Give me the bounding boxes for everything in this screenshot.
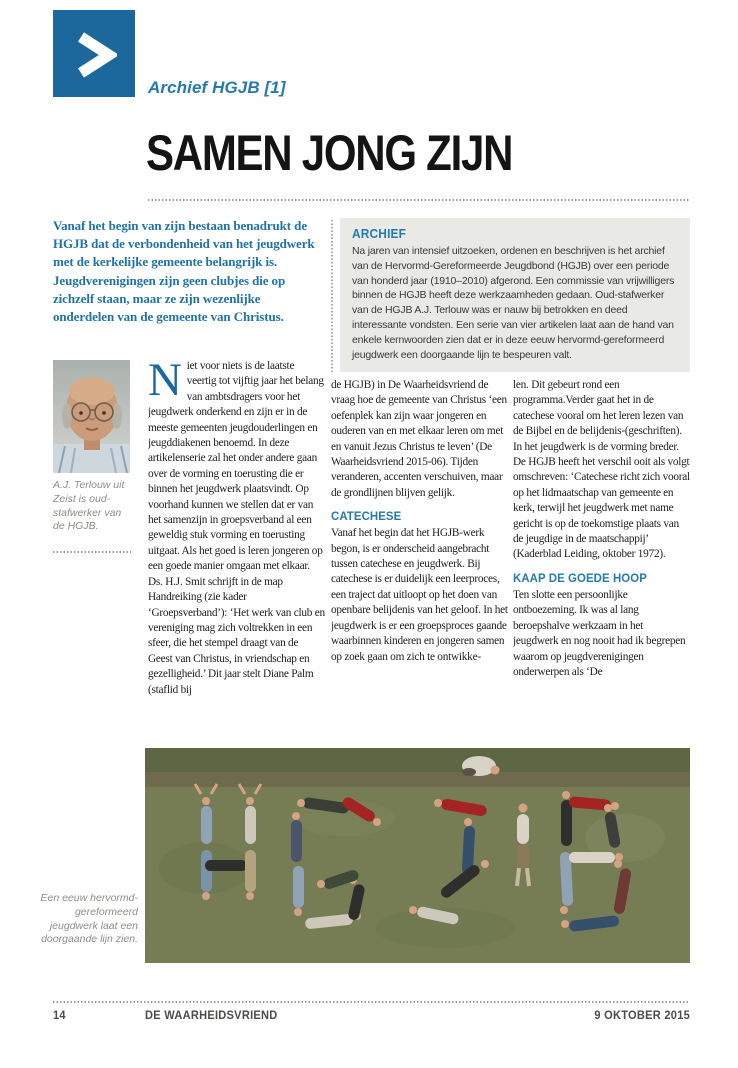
photo-caption: Een eeuw hervormd-gereformeerd jeugdwerk laat een doorgaande lijn zien. (40, 892, 138, 946)
caption-divider (53, 551, 131, 553)
title-divider (148, 199, 690, 201)
group-photo-image (145, 748, 690, 963)
article-column-2 (331, 378, 508, 746)
page-number: 14 (53, 1008, 66, 1022)
article-column-3 (513, 378, 690, 746)
archive-info-box (340, 218, 690, 372)
body-paragraph: de HGJB) in De Waarheidsvriend de vraag hoe de gemeente van Christus ‘een oefenplek kan zijn waar jongeren en ouderen van en met elkaar leren om met en vanuit Jezus Christus te leven’ (De Waarheidsvriend 2015-06). Tijden veranderen, accenten verschuiven, maar de grondlijnen blijven gelijk. (331, 379, 507, 499)
series-kicker: Archief HGJB [1] (148, 78, 286, 97)
body-paragraph: Ds. H.J. Smit schrijft in de map Handreiking (zie kader ‘Groepsverband’): ‘Het werk van club en vereniging mag zich voltrekken in een sfeer, die het stempel draagt van de Geest van Christus, in vriendschap en gezelligheid.’ Dit jaar stelt Diane Palm (staflid bij (148, 575, 325, 696)
body-paragraph: Vanaf het begin dat het HGJB-werk begon, is er onderscheid aangebracht tussen catechese en jeugdwerk. Bij catechese is er duidelijk een leerproces, een traject dat uitloopt op het doen van openbare belijdenis van het geloof. In het jeugdwerk is er een groepsproces gaande waarbinnen kinderen en jongeren samen op zoek gaan om zich te ontwikke- (331, 527, 508, 663)
body-paragraph: De HGJB heeft het verschil ooit als volgt omschreven: ‘Catechese richt zich vooral op het lidmaatschap van gemeente en kerk, terwijl het jeugdwerk met name gericht is op de toekomstige plaats van de jeugdige in de maatschappij’ (Kaderblad Leiding, oktober 1972). (513, 456, 690, 561)
archive-box-title: ARCHIEF (352, 227, 407, 241)
brand-chevron-tile (53, 10, 135, 97)
body-paragraph: Niet voor niets is de laatste veertig tot vijftig jaar het belang van ambtsdragers voor het jeugdwerk onderkend en zijn er in de meeste gemeenten jeugdouderlingen en jeugddiakenen benoemd. In deze artikelenserie zal het onder andere gaan over de vorming en toerusting die er binnen het jeugdwerk plaatsvindt. Op voorhand kunnen we stellen dat er van het samenzijn in groepsverband al een geweldig stuk vorming en toerusting uitgaat. Als het goed is leren jongeren op een goede manier omgaan met elkaar. (148, 359, 324, 573)
portrait-photo (53, 360, 130, 473)
chevron-right-icon (73, 32, 117, 78)
group-photo (145, 748, 690, 963)
section-heading-catechese: CATECHESE (331, 509, 402, 524)
section-heading-kaap: KAAP DE GOEDE HOOP (513, 570, 647, 585)
archive-box-body: Na jaren van intensief uitzoeken, ordenen en beschrijven is het archief van de Hervormd-Gereformeerde Jeugdbond (HGJB) over een periode van honderd jaar (1910–2010) afgerond. Een commissie van vrijwilligers binnen de HGJB heeft deze werkzaamheden gedaan. Oud-stafwerker van de HGJB A.J. Terlouw was er nauw bij betrokken en deed interessante vondsten. Een serie van vier artikelen laat aan de hand van enkele kernwoorden zien dat er in deze eeuw hervormd-gereformeerd jeugdwerk een doorgaande lijn te bespeuren valt. (352, 245, 675, 361)
vertical-divider (331, 220, 333, 372)
body-paragraph: len. Dit gebeurt rond een programma.Verder gaat het in de catechese vooral om het leren lezen van de Bijbel en de belijdenis-(geschriften). In het jeugdwerk is de vorming breder. (513, 379, 684, 453)
drop-cap: N (148, 359, 182, 406)
issue-date: 9 OKTOBER 2015 (594, 1008, 690, 1022)
article-column-1 (148, 359, 325, 747)
article-title: SAMEN JONG ZIJN (146, 125, 513, 181)
body-paragraph: Ten slotte een persoonlijke ontboezeming. Ik was al lang beroepshalve werkzaam in het jeugdwerk en nog nooit had ik begrepen waarom op jeugdverenigingen onderwerpen als ‘De (513, 588, 686, 678)
portrait-caption: A.J. Terlouw uit Zeist is oud-stafwerker van de HGJB. (53, 479, 125, 533)
footer-divider (53, 1001, 690, 1003)
portrait-photo-image (53, 360, 130, 473)
intro-paragraph: Vanaf het begin van zijn bestaan benadrukt de HGJB dat de verbondenheid van het jeugdwerk met de kerkelijke gemeente belangrijk is. Jeugdverenigingen zijn geen clubjes die op zichzelf staan, maar ze zijn wezenlijke onderdelen van de gemeente van Christus. (53, 218, 315, 325)
publication-name: DE WAARHEIDSVRIEND (145, 1008, 278, 1022)
